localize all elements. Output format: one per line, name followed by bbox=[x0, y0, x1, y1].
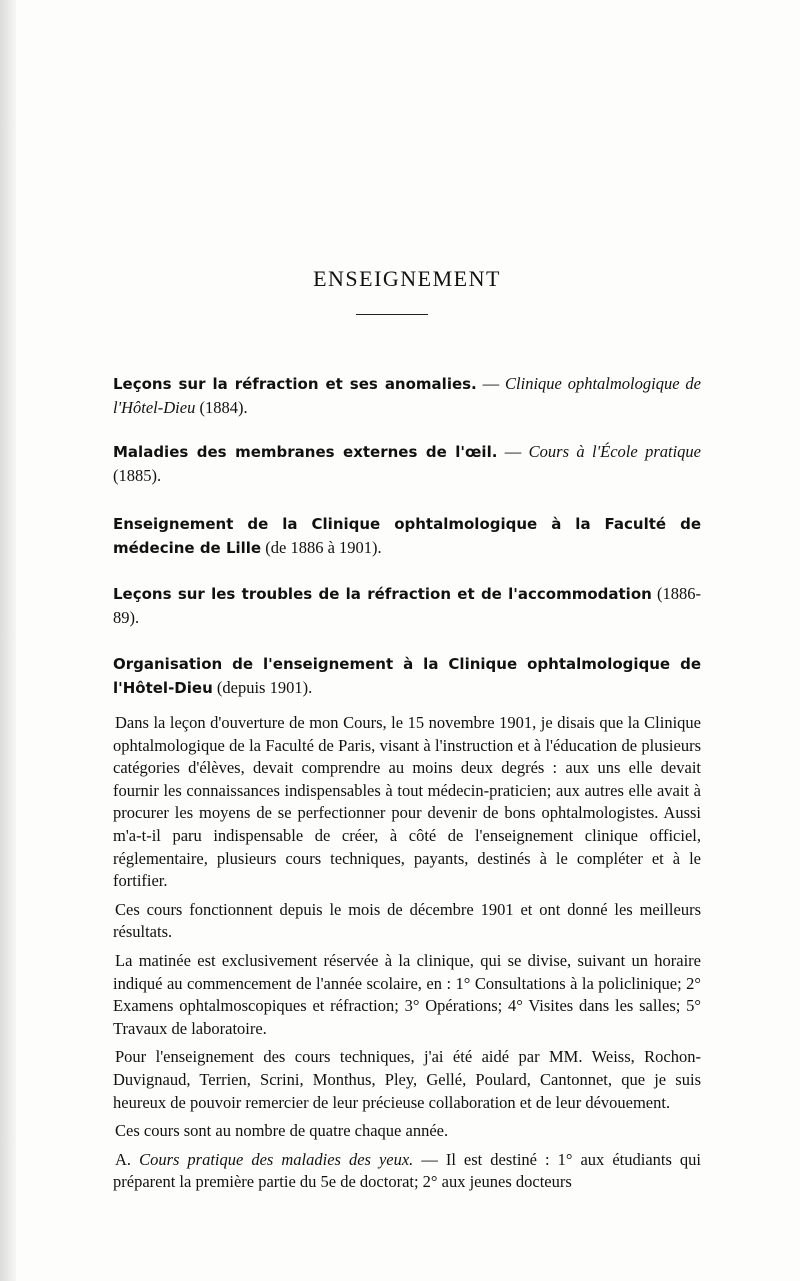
page-title: ENSEIGNEMENT bbox=[313, 265, 501, 291]
paragraph: Ces cours sont au nombre de quatre chaque année. bbox=[115, 1121, 449, 1141]
entry-heading: Leçons sur les troubles de la réfraction et de l'accommodation bbox=[113, 585, 652, 603]
entry-lille-teaching: Enseignement de la Clinique ophtalmologique à la Faculté de médecine de Lille (de 1886 à 1901). bbox=[113, 515, 701, 557]
entry-heading: Enseignement de la Clinique ophtalmologique à la Faculté de médecine de Lille bbox=[113, 515, 701, 557]
paragraph-course-a: A. Cours pratique des maladies des yeux. — Il est destiné : 1° aux étudiants qui préparent la première partie du 5e de doctorat; 2° aux jeunes docteurs bbox=[113, 1149, 701, 1192]
entry-venue: Clinique ophtalmologique de l'Hôtel-Dieu bbox=[113, 374, 701, 417]
body-text bbox=[113, 712, 701, 1200]
entry-refraction-troubles: Leçons sur les troubles de la réfraction et de l'accommodation (1886-89). bbox=[113, 584, 701, 627]
paragraph: Ces cours fonctionnent depuis le mois de décembre 1901 et ont donné les meilleurs résultats. bbox=[113, 899, 701, 942]
entry-refraction-lessons: Leçons sur la réfraction et ses anomalies. — Clinique ophtalmologique de l'Hôtel-Dieu (1884). bbox=[113, 374, 701, 417]
entry-heading: Leçons sur la réfraction et ses anomalies. bbox=[113, 375, 477, 393]
entry-heading: Maladies des membranes externes de l'œil. bbox=[113, 443, 498, 461]
entry-venue: Cours à l'École pratique bbox=[528, 442, 701, 461]
page-edge bbox=[0, 0, 16, 1281]
entry-heading: Organisation de l'enseignement à la Clinique ophtalmologique de l'Hôtel-Dieu bbox=[113, 655, 701, 697]
entry-external-membranes: Maladies des membranes externes de l'œil. — Cours à l'École pratique (1885). bbox=[113, 442, 701, 485]
paragraph: Pour l'enseignement des cours techniques, j'ai été aidé par MM. Weiss, Rochon-Duvignaud, Terrien, Scrini, Monthus, Pley, Gellé, Poulard, Cantonnet, que je suis heureux de pouvoir remercier de leur précieuse collaboration et de leur dévouement. bbox=[113, 1047, 701, 1112]
course-title: Cours pratique des maladies des yeux. bbox=[139, 1149, 414, 1169]
title-rule bbox=[356, 314, 428, 315]
entry-hotel-dieu-organisation: Organisation de l'enseignement à la Clinique ophtalmologique de l'Hôtel-Dieu (depuis 1901). bbox=[113, 655, 701, 697]
paragraph: Dans la leçon d'ouverture de mon Cours, le 15 novembre 1901, je disais que la Clinique ophtalmologique de la Faculté de Paris, visant à l'instruction et à l'éducation de plusieurs catégories d'élèves, devait comprendre au moins deux degrés : aux uns elle devait fournir les connaissances indispensables à tout médecin-praticien; aux autres elle avait à procurer les moyens de se perfectionner pour devenir de bons ophtalmologistes. Aussi m'a-t-il paru indispensable de créer, à côté de l'enseignement clinique officiel, réglementaire, plusieurs cours techniques, payants, destinés à le compléter et à le fortifier. bbox=[113, 713, 701, 891]
paragraph: La matinée est exclusivement réservée à la clinique, qui se divise, suivant un horaire indiqué au commencement de l'année scolaire, en : 1° Consultations à la policlinique; 2° Examens ophtalmoscopiques et réfraction; 3° Opérations; 4° Visites dans les salles; 5° Travaux de laboratoire. bbox=[113, 950, 701, 1038]
